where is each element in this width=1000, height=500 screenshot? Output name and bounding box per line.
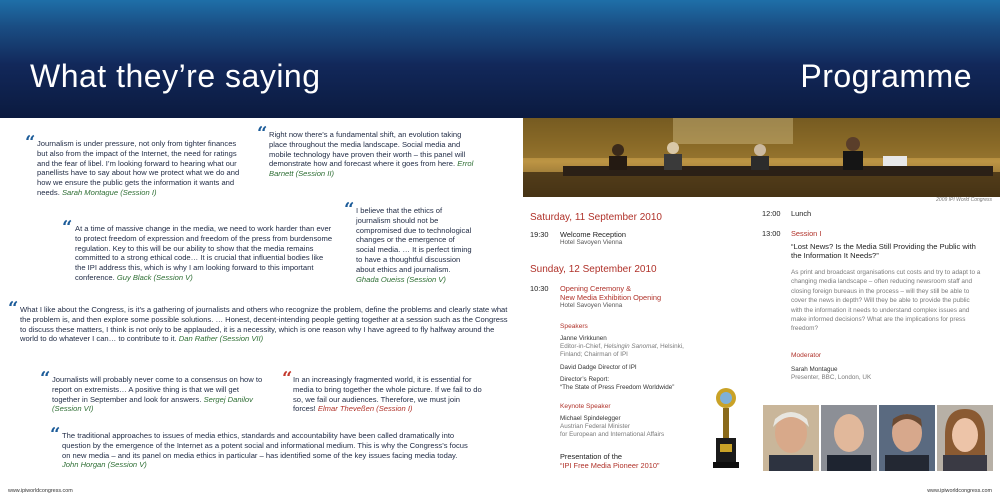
quote-text: The traditional approaches to issues of media ethics, standards and accountability have been called dramatically into question by the emergence of the Internet as a potent social and informational medium. This is why the Congress’s focus on new media – and its panel on media ethics in particular – has identified some of the key issues facing media today. bbox=[62, 431, 468, 460]
event-opening-ceremony bbox=[560, 284, 730, 310]
event-title: Welcome Reception bbox=[560, 230, 626, 239]
quote-text: Journalists will probably never come to a consensus on how to report on extremists… A positive thing is that we will get together in September and look for answers. bbox=[52, 375, 263, 404]
quote-text: At a time of massive change in the media, we need to work harder than ever to protect freedom of expression and freedom of the press from burdensome regulation. Key to this will be our ability to show that the media remains committed to a strong ethical code… It is crucial that influential bodies like the IPI address this, which is why I am looking forward to this important conference. bbox=[75, 224, 333, 282]
quote-mark-icon: “ bbox=[344, 199, 355, 220]
quote-horgan bbox=[62, 431, 470, 470]
moderator-label: Moderator bbox=[791, 352, 822, 359]
speaker-role: for European and International Affairs bbox=[560, 430, 665, 438]
speaker-name: Michael Spindelegger bbox=[560, 415, 621, 422]
conference-panel-illustration bbox=[523, 118, 1000, 197]
quote-rather bbox=[20, 305, 510, 344]
report-title: Director’s Report: bbox=[560, 376, 610, 383]
quote-text: What I like about the Congress, is it’s a gathering of journalists and others who recognize the problem, define the problems and clearly state what the problem is, and then explore some possible solutions. … Honest, decent-intending people getting together at a session such as the Congress to discuss these matters, I think is not only to be applauded, it is a necessity, which is one reason why I have agreed to fly halfway around the world to do whatever I can… to contribute to it. bbox=[20, 305, 508, 344]
event-time: 10:30 bbox=[530, 284, 549, 293]
quote-attribution: Errol Barnett (Session II) bbox=[269, 159, 474, 179]
event-title-line: New Media Exhibition Opening bbox=[560, 293, 662, 302]
quote-attribution: Elmar Theveßen (Session I) bbox=[317, 404, 413, 414]
speaker-portraits bbox=[763, 405, 993, 471]
speaker-portrait bbox=[879, 405, 935, 471]
trophy-image bbox=[706, 386, 746, 470]
quote-text: In an increasingly fragmented world, it is essential for media to bring together the whole picture. If we fail to do so, we fail our audiences. Therefore, we must join forces! bbox=[293, 375, 482, 414]
quote-attribution: Sergej Danilov (Session VI) bbox=[52, 394, 253, 414]
quote-text: Right now there’s a fundamental shift, an evolution taking place throughout the media landscape. Social media and mobile technology have proven their worth – this panel will demonstrate how and forecast where it goes from here. bbox=[269, 130, 466, 169]
keynote-speaker bbox=[560, 415, 730, 438]
speaker-role: Editor-in-Chief, bbox=[560, 342, 602, 350]
directors-report bbox=[560, 376, 730, 392]
moderator-name: Sarah Montague bbox=[791, 366, 838, 373]
quote-attribution: Guy Black (Session V) bbox=[116, 272, 193, 282]
speaker-role: Finland; Chairman of IPI bbox=[560, 350, 628, 358]
quote-danilov bbox=[52, 375, 264, 414]
quote-mark-icon: “ bbox=[50, 424, 61, 445]
day-heading-saturday: Saturday, 11 September 2010 bbox=[530, 212, 662, 223]
award-presentation bbox=[560, 452, 730, 470]
speaker-name: Janne Virkkunen bbox=[560, 335, 607, 342]
speaker-role: , Helsinki, bbox=[656, 342, 684, 350]
award-title: “IPI Free Media Pioneer 2010” bbox=[560, 461, 660, 470]
quote-attribution: Dan Rather (Session VII) bbox=[178, 334, 264, 344]
speaker-role: Austrian Federal Minister bbox=[560, 422, 630, 430]
day-heading-sunday: Sunday, 12 September 2010 bbox=[530, 264, 657, 275]
quote-attribution: Ghada Oueiss (Session V) bbox=[356, 274, 446, 284]
award-line: Presentation of the bbox=[560, 452, 623, 461]
quote-mark-icon: “ bbox=[62, 217, 73, 238]
photo-caption: 2009 IPI World Congress bbox=[936, 197, 992, 203]
left-page-title: What they’re saying bbox=[30, 58, 321, 94]
right-page-title: Programme bbox=[800, 58, 972, 94]
header-banner bbox=[0, 0, 1000, 118]
event-welcome-reception bbox=[560, 230, 720, 247]
speaker-virkkunen bbox=[560, 335, 720, 358]
session-title: Session I bbox=[791, 229, 822, 238]
footer-url-left[interactable]: www.ipiworldcongress.com bbox=[8, 488, 73, 494]
event-time: 13:00 bbox=[762, 229, 781, 238]
quote-mark-icon: “ bbox=[282, 368, 293, 389]
event-time: 12:00 bbox=[762, 209, 781, 218]
quote-thevessen bbox=[293, 375, 483, 414]
quote-montague bbox=[37, 139, 247, 198]
session-description: As print and broadcast organisations cut costs and try to adapt to a changing media landscape – often reducing newsroom staff and closing foreign bureaus in the process – will they still be able to cover the news in depth? Will they be able to provide the public with the information it needs to understand complex issues and make informed decisions? What are the implications for press freedom? bbox=[791, 269, 981, 333]
session-question: “Lost News? Is the Media Still Providing the Public with the Information It Needs?” bbox=[791, 242, 976, 261]
footer-url-right[interactable]: www.ipiworldcongress.com bbox=[927, 488, 992, 494]
quote-mark-icon: “ bbox=[40, 368, 51, 389]
quote-attribution: John Horgan (Session V) bbox=[62, 460, 147, 470]
moderator-info bbox=[791, 366, 981, 382]
report-subtitle: “The State of Press Freedom Worldwide” bbox=[560, 383, 675, 391]
quote-mark-icon: “ bbox=[8, 298, 19, 319]
quote-mark-icon: “ bbox=[25, 132, 36, 153]
event-time: 19:30 bbox=[530, 230, 549, 239]
keynote-label: Keynote Speaker bbox=[560, 403, 611, 410]
event-venue: Hotel Savoyen Vienna bbox=[560, 239, 623, 246]
event-title-line: Opening Ceremony & bbox=[560, 284, 632, 293]
conference-panel-photo bbox=[523, 118, 1000, 197]
speaker-portrait bbox=[763, 405, 819, 471]
quote-text: Journalism is under pressure, not only from tighter finances but also from the impact of the Internet, the need for ratings and the fear of libel. I’m looking forward to hearing what our panellists have to say about how we protect what we do and how we ensure the public gets the information it wants and needs. bbox=[37, 139, 240, 197]
publication-name: Helsingin Sanomat bbox=[603, 342, 657, 350]
event-lunch: Lunch bbox=[791, 209, 812, 218]
quote-mark-icon: “ bbox=[257, 123, 268, 144]
speaker-dadge: David Dadge Director of IPI bbox=[560, 364, 637, 371]
quote-text: I believe that the ethics of journalism should not be compromised due to technological changes or the emergence of social media. … It is perfect timing to have a thoughtful discussion about ethics and journalism. bbox=[356, 206, 472, 274]
speaker-portrait bbox=[937, 405, 993, 471]
quote-barnett bbox=[269, 130, 474, 179]
event-venue: Hotel Savoyen Vienna bbox=[560, 302, 623, 309]
quote-attribution: Sarah Montague (Session I) bbox=[61, 187, 157, 197]
quote-black bbox=[75, 224, 333, 283]
quote-oueiss bbox=[356, 206, 474, 284]
speakers-label: Speakers bbox=[560, 323, 588, 330]
moderator-role: Presenter, BBC, London, UK bbox=[791, 373, 872, 381]
speaker-portrait bbox=[821, 405, 877, 471]
